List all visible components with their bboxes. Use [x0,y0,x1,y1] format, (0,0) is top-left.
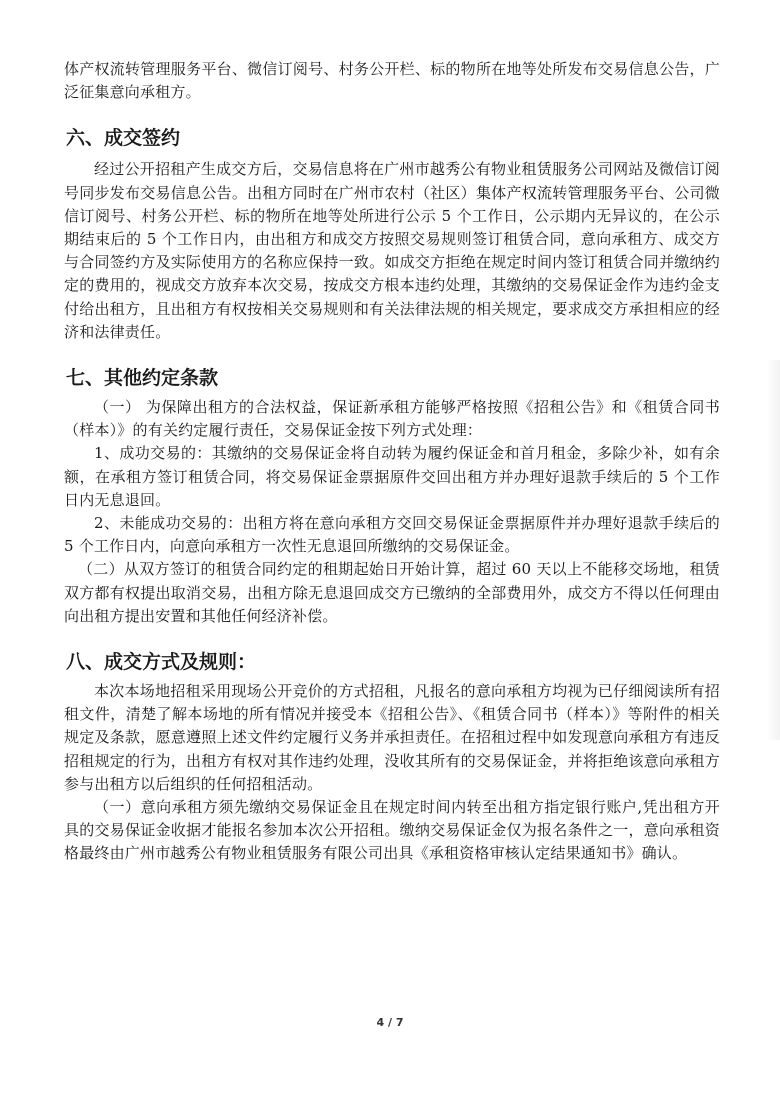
section-8-heading: 八、成交方式及规则： [66,651,257,674]
section-7-heading: 七、其他约定条款 [66,367,219,390]
page-number: 4 / 7 [376,1016,404,1029]
section-7-item-1-2: 2、未能成功交易的：出租方将在意向承租方交回交易保证金票据原件并办理好退款手续后的 5 个工作日内，向意向承租方一次性无息退回所缴纳的交易保证金。 [64,514,720,556]
section-6-paragraph: 经过公开招租产生成交方后，交易信息将在广州市越秀公有物业租赁服务公司网站及微信订阅号同步发布交易信息公告。出租方同时在广州市农村（社区）集体产权流转管理服务平台、公司微信订阅号、村务公开栏、标的物所在地等处所进行公示 5 个工作日，公示期内无异议的，在公示期结束后的 5 个工作日内，由出租方和成交方按照交易规则签订租赁合同，意向承租方、成交方与合同签约方及实际使用方的名称应保持一致。如成交方拒绝在规定时间内签订租赁合同并缴纳约定的费用的，视成交方放弃本次交易，按成交方根本违约处理，其缴纳的交易保证金作为违约金支付给出租方，且出租方有权按相关交易规则和有关法律法规的相关规定，要求成交方承担相应的经济和法律责任。 [64,160,720,341]
section-7-item-1-1: 1、成功交易的：其缴纳的交易保证金将自动转为履约保证金和首月租金，多除少补，如有余额，在承租方签订租赁合同，将交易保证金票据原件交回出租方并办理好退款手续后的 5 个工作日内无息退回。 [64,444,720,509]
section-6-heading: 六、成交签约 [66,127,181,150]
section-8-paragraph: 本次本场地招租采用现场公开竞价的方式招租，凡报名的意向承租方均视为已仔细阅读所有招租文件，清楚了解本场地的所有情况并接受本《招租公告》、《租赁合同书（样本）》等附件的相关规定及条款，愿意遵照上述文件约定履行义务并承担责任。在招租过程中如发现意向承租方有违反招租规定的行为，出租方有权对其作违约处理，没收其所有的交易保证金，并将拒绝该意向承租方参与出租方以后组织的任何招租活动。 [64,682,720,793]
section-8-item-1: （一）意向承租方须先缴纳交易保证金且在规定时间内转至出租方指定银行账户,凭出租方开具的交易保证金收据才能报名参加本次公开招租。缴纳交易保证金仅为报名条件之一，意向承租资格最终由广州市越秀公有物业租赁服务有限公司出具《承租资格审核认定结果通知书》确认。 [64,798,720,863]
section-7-item-2: （二）从双方签订的租赁合同约定的租期起始日开始计算，超过 60 天以上不能移交场地，租赁双方都有权提出取消交易，出租方除无息退回成交方已缴纳的全部费用外，成交方不得以任何理由向出租方提出安置和其他任何经济补偿。 [64,560,720,625]
scan-edge-shadow [766,360,780,740]
document-body [64,58,720,866]
section-7-item-1: （一） 为保障出租方的合法权益，保证新承租方能够严格按照《招租公告》和《租赁合同书（样本）》的有关约定履行责任，交易保证金按下列方式处理： [64,398,720,440]
intro-continuation-paragraph: 体产权流转管理服务平台、微信订阅号、村务公开栏、标的物所在地等处所发布交易信息公告，广泛征集意向承租方。 [64,60,720,102]
